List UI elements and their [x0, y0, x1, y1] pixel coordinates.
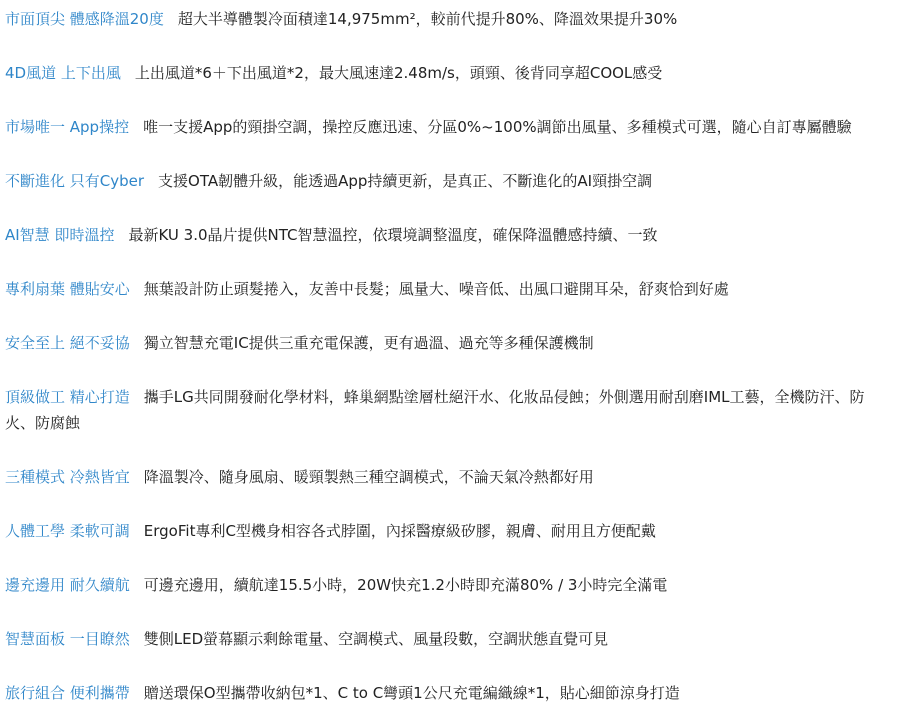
feature-item [5, 384, 890, 436]
feature-description: 可邊充邊用，續航達15.5小時，20W快充1.2小時即充滿80% / 3小時完全滿電 [143, 576, 668, 594]
feature-title: 頂級做工 精心打造 [5, 388, 130, 406]
feature-title: 市面頂尖 體感降溫20度 [5, 10, 164, 28]
feature-description: 贈送環保O型攜帶收納包*1、C to C彎頭1公尺充電編織線*1，貼心細節涼身打造 [143, 684, 680, 702]
feature-item [5, 572, 890, 598]
feature-title: 專利扇葉 體貼安心 [5, 280, 130, 298]
feature-description: 唯一支援App的頸掛空調，操控反應迅速、分區0%~100%調節出風量、多種模式可選，隨心自訂專屬體驗 [143, 118, 852, 136]
feature-item [5, 60, 890, 86]
feature-title: 市場唯一 App操控 [5, 118, 130, 136]
feature-item [5, 464, 890, 490]
feature-title: AI智慧 即時溫控 [5, 226, 115, 244]
feature-title: 4D風道 上下出風 [5, 64, 121, 82]
feature-description: 降溫製冷、隨身風扇、暖頸製熱三種空調模式，不論天氣冷熱都好用 [143, 468, 594, 486]
feature-description: 最新KU 3.0晶片提供NTC智慧溫控，依環境調整溫度，確保降溫體感持續、一致 [128, 226, 658, 244]
feature-item [5, 626, 890, 652]
feature-item [5, 6, 890, 32]
feature-description: 無葉設計防止頭髮捲入，友善中長髮；風量大、噪音低、出風口避開耳朵，舒爽恰到好處 [143, 280, 729, 298]
feature-description: 獨立智慧充電IC提供三重充電保護，更有過溫、過充等多種保護機制 [143, 334, 594, 352]
feature-description: 上出風道*6＋下出風道*2，最大風速達2.48m/s，頭頸、後背同享超COOL感受 [134, 64, 663, 82]
feature-title: 人體工學 柔軟可調 [5, 522, 130, 540]
feature-item [5, 330, 890, 356]
feature-description: 攜手LG共同開發耐化學材料，蜂巢網點塗層杜絕汗水、化妝品侵蝕；外側選用耐刮磨IML工藝，全機防汗、防火、防腐蝕 [5, 388, 865, 432]
feature-item [5, 168, 890, 194]
feature-title: 智慧面板 一目瞭然 [5, 630, 130, 648]
feature-title: 邊充邊用 耐久續航 [5, 576, 130, 594]
feature-description: 超大半導體製冷面積達14,975mm²，較前代提升80%、降溫效果提升30% [177, 10, 678, 28]
feature-title: 安全至上 絕不妥協 [5, 334, 130, 352]
feature-item [5, 222, 890, 248]
feature-item [5, 114, 890, 140]
feature-item [5, 518, 890, 544]
feature-title: 不斷進化 只有Cyber [5, 172, 145, 190]
feature-item [5, 680, 890, 706]
feature-description: 雙側LED螢幕顯示剩餘電量、空調模式、風量段數，空調狀態直覺可見 [143, 630, 609, 648]
feature-description: ErgoFit專利C型機身相容各式脖圍，內採醫療級矽膠，親膚、耐用且方便配戴 [143, 522, 656, 540]
feature-item [5, 276, 890, 302]
feature-title: 三種模式 冷熱皆宜 [5, 468, 130, 486]
feature-description: 支援OTA韌體升級，能透過App持續更新，是真正、不斷進化的AI頸掛空調 [158, 172, 653, 190]
feature-title: 旅行組合 便利攜帶 [5, 684, 130, 702]
